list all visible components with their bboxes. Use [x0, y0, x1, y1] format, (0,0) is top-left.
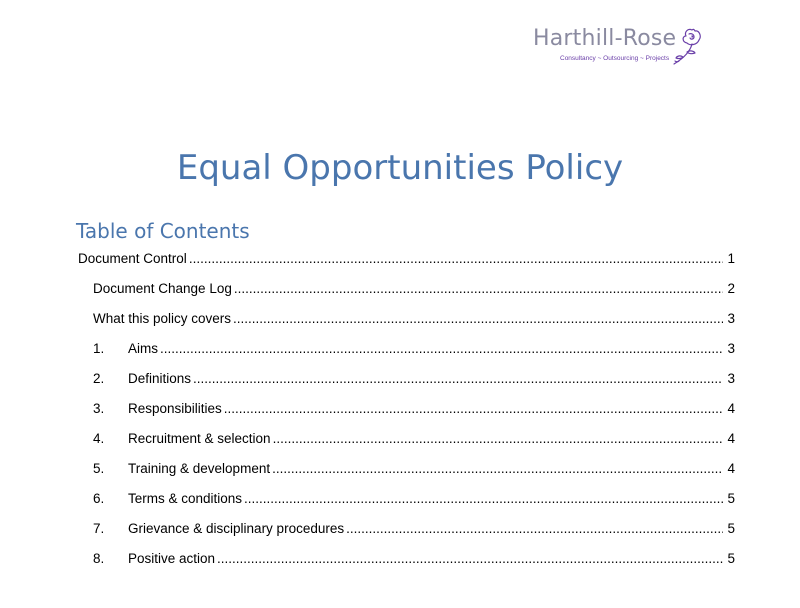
toc-entry-label: Document Control — [78, 251, 187, 266]
logo-name: Harthill-Rose — [533, 26, 677, 51]
toc-entry-page: 5 — [727, 521, 735, 536]
toc-heading: Table of Contents — [76, 219, 250, 243]
toc-entry-page: 4 — [727, 461, 735, 476]
toc-entry-aims[interactable] — [78, 328, 735, 358]
toc-dot-leader — [273, 430, 723, 448]
toc-entry-number: 7. — [93, 521, 105, 536]
toc-entry-page: 3 — [727, 311, 735, 326]
toc-entry-label: Positive action — [128, 551, 216, 566]
table-of-contents — [78, 250, 735, 568]
toc-entry-number: 4. — [93, 431, 105, 446]
toc-entry-number: 5. — [93, 461, 105, 476]
toc-entry-page: 5 — [727, 551, 735, 566]
toc-entry-number: 8. — [93, 551, 105, 566]
toc-entry-label: What this policy covers — [93, 311, 232, 326]
toc-dot-leader — [160, 340, 723, 358]
toc-entry-number: 2. — [93, 371, 105, 386]
toc-entry-page: 4 — [727, 431, 735, 446]
rose-icon — [670, 24, 718, 72]
toc-entry-document-control[interactable] — [78, 250, 735, 268]
toc-entry-page: 5 — [727, 491, 735, 506]
toc-entry-label: Responsibilities — [128, 401, 222, 416]
toc-entry-definitions[interactable] — [78, 358, 735, 388]
toc-dot-leader — [234, 280, 723, 298]
toc-dot-leader — [224, 400, 723, 418]
toc-dot-leader — [193, 370, 723, 388]
toc-entry-page: 4 — [727, 401, 735, 416]
logo-tagline: Consultancy ~ Outsourcing ~ Projects — [560, 55, 670, 62]
toc-entry-label: Aims — [128, 341, 158, 356]
toc-entry-document-change-log[interactable] — [78, 268, 735, 298]
toc-entry-page: 3 — [727, 341, 735, 356]
toc-entry-training-development[interactable] — [78, 448, 735, 478]
toc-entry-label: Training & development — [128, 461, 271, 476]
toc-entry-responsibilities[interactable] — [78, 388, 735, 418]
toc-entry-label: Document Change Log — [93, 281, 232, 296]
document-title: Equal Opportunities Policy — [176, 148, 624, 188]
toc-dot-leader — [272, 460, 723, 478]
toc-entry-number: 1. — [93, 341, 105, 356]
toc-entry-what-this-policy-covers[interactable] — [78, 298, 735, 328]
toc-entry-label: Grievance & disciplinary procedures — [128, 521, 345, 536]
toc-entry-number: 6. — [93, 491, 105, 506]
toc-entry-label: Terms & conditions — [128, 491, 243, 506]
toc-entry-terms-conditions[interactable] — [78, 478, 735, 508]
toc-entry-recruitment-selection[interactable] — [78, 418, 735, 448]
toc-dot-leader — [217, 550, 723, 568]
toc-entry-positive-action[interactable] — [78, 538, 735, 568]
toc-dot-leader — [233, 310, 723, 328]
toc-entry-page: 2 — [727, 281, 735, 296]
toc-entry-number: 3. — [93, 401, 105, 416]
toc-entry-label: Definitions — [128, 371, 192, 386]
toc-entry-page: 1 — [727, 251, 735, 266]
toc-dot-leader — [244, 490, 723, 508]
company-logo — [530, 24, 720, 74]
toc-entry-grievance-disciplinary[interactable] — [78, 508, 735, 538]
toc-entry-page: 3 — [727, 371, 735, 386]
toc-entry-label: Recruitment & selection — [128, 431, 271, 446]
toc-dot-leader — [346, 520, 723, 538]
toc-dot-leader — [189, 250, 723, 268]
